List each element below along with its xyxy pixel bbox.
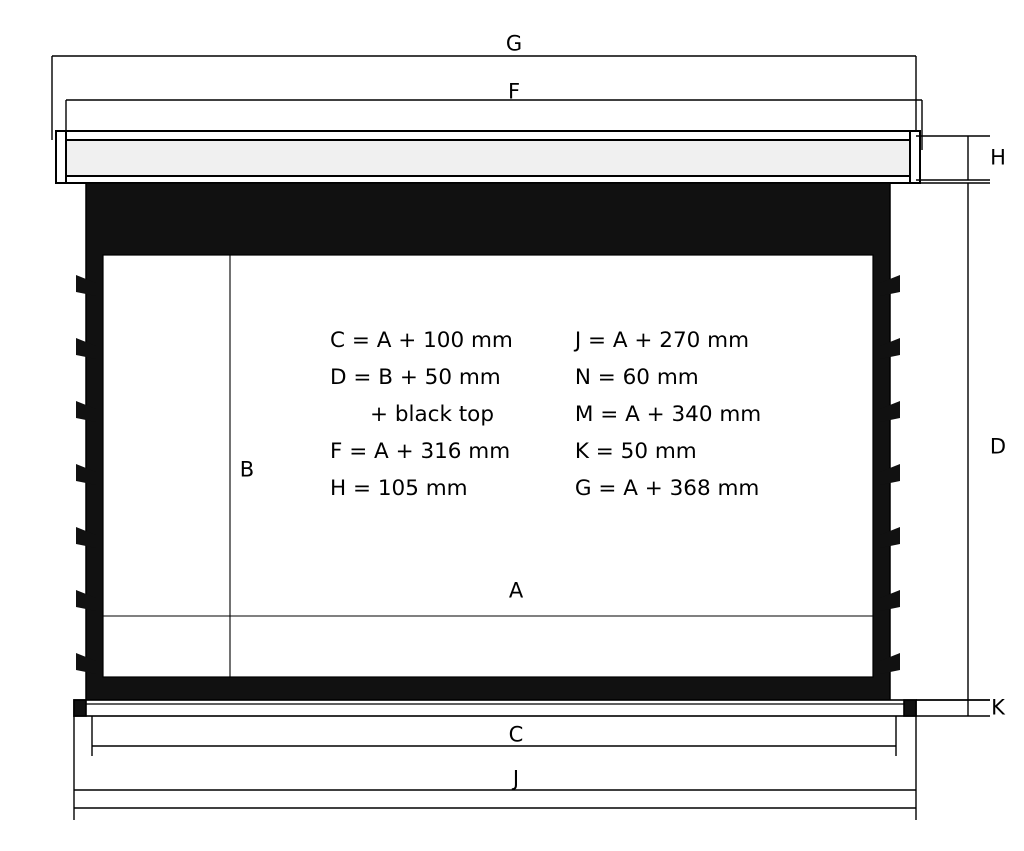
casing: [56, 131, 920, 183]
formula-line: N = 60 mm: [574, 365, 699, 390]
formula-column-right: [575, 322, 761, 507]
formula-line: F = A + 316 mm: [330, 439, 511, 464]
label-F: F: [507, 79, 521, 104]
formula-line: G = A + 368 mm: [574, 476, 760, 501]
formula-line: K = 50 mm: [574, 439, 697, 464]
dimension-J: [74, 716, 916, 820]
dimension-C: [92, 716, 896, 756]
label-A: A: [508, 578, 524, 603]
formula-line: J = A + 270 mm: [574, 328, 750, 353]
bottom-bar: [74, 700, 916, 716]
formula-line: + black top: [370, 402, 494, 427]
formula-line: D = B + 50 mm: [330, 365, 501, 390]
label-K: K: [991, 695, 1005, 720]
label-D: D: [989, 434, 1007, 459]
formula-line: M = A + 340 mm: [574, 402, 762, 427]
label-B: B: [239, 457, 255, 482]
label-C: C: [508, 722, 524, 747]
formula-block: [330, 322, 761, 507]
dimension-K: [916, 700, 990, 716]
label-J: J: [512, 766, 520, 791]
label-H: H: [990, 145, 1006, 170]
dimension-G: [52, 56, 916, 140]
formula-column-left: [330, 322, 513, 507]
label-G: G: [505, 31, 523, 56]
dimension-D: [916, 183, 990, 700]
formula-line: H = 105 mm: [330, 476, 468, 501]
dimension-H: [916, 136, 990, 180]
formula-line: C = A + 100 mm: [330, 328, 513, 353]
